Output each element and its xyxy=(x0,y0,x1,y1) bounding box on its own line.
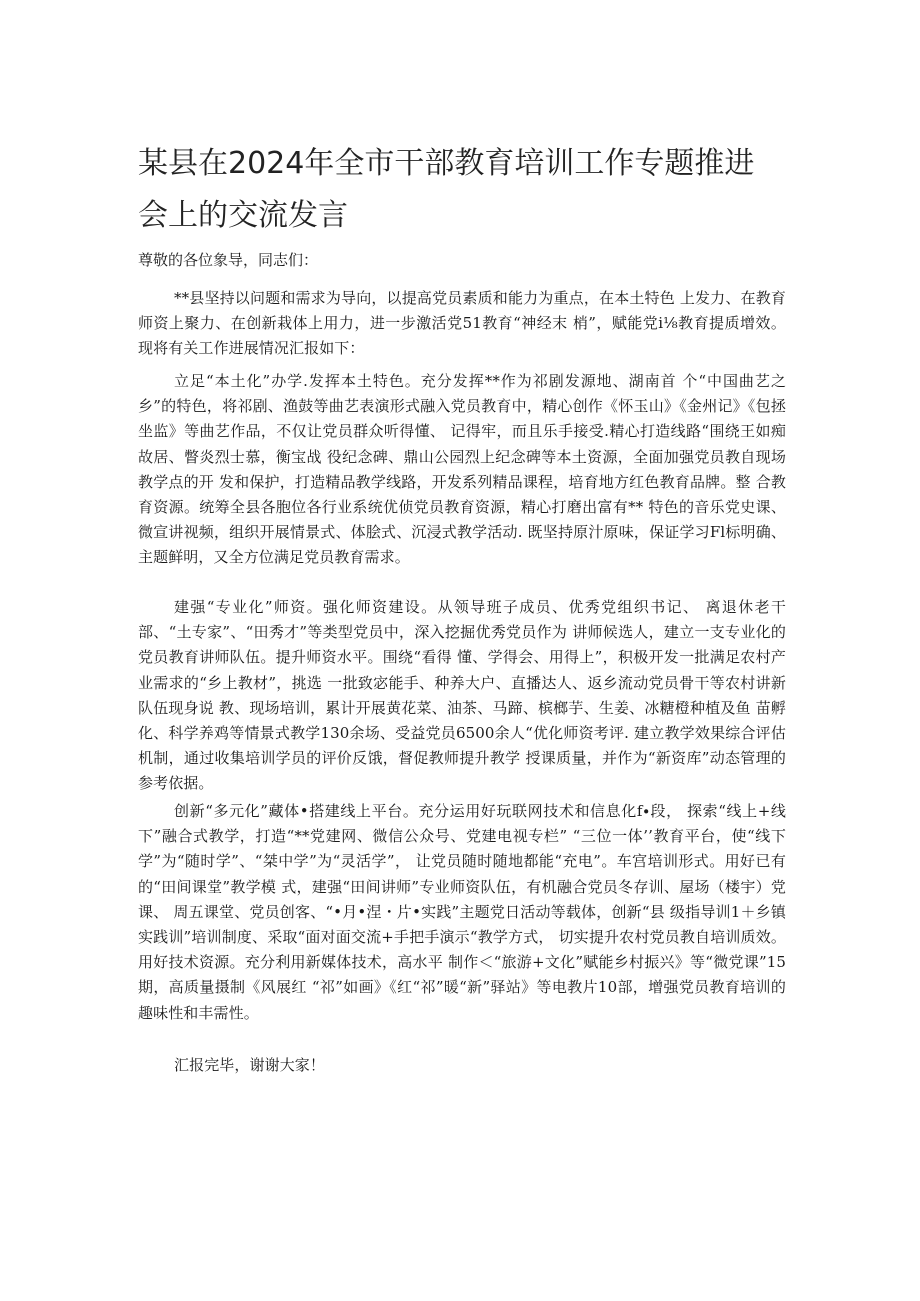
paragraph-platforms: 创新“多元化”藏体•搭建线上平台。充分运用好玩联网技术和信息化f∙段， 探索“线上+线下”融合式教学，打造“**党建网、微信公众号、党建电视专栏” “三位一体’’教育平台，使“线下学”为“随时学”、“桀中学”为“灵活学”， 让党员随时随地都能“充电”。车宫培训形式。用好已有的“田间课堂”教学模 式，建强“田间讲师”专业师资队伍，有机融合党员冬存训、屋场（楼宇）党课、 周五课堂、党员创客、“•月•涅・片•实践”主题党日活动等载体，创新“县 级指导训1＋乡镇实践训”培训制度、采取“面对面交流+手把手演示“教学方式， 切实提升农村党员教自培训质效。用好技术资源。充分利用新媒体技术，高水平 制作＜“旅游+文化”赋能乡村振兴》等“微党课”15期，高质量摄制《风展红 “祁”如画》《红“祁”暖“新”驿站》等电教片10部，增强党员教育培训的 趣味性和丰需性。 xyxy=(138,802,786,1022)
salutation: 尊敬的各位象导，同志们： xyxy=(138,251,319,269)
document-title: 某县在2024年全市干部教育培训工作专题推进会上的交流发言 xyxy=(138,146,755,233)
paragraph-closing: 汇报完毕，谢谢大家！ xyxy=(174,1056,326,1074)
paragraph-localization: 立足“本土化”办学.发挥本土特色。充分发挥**作为祁剧发源地、湖南首 个“中国曲艺之乡”的特色，将祁剧、渔鼓等曲艺表演形式融入党员教育中，精心创作《怀玉山》《金州记》《包拯坐监》等曲艺作品，不仅让党员群众听得懂、 记得牢，而且乐手接受.精心打造线路“围绕王如痴故居、瞥炎烈士慕，衡宝战 役纪念碑、鼎山公园烈上纪念碑等本土资源，全面加强党员教自现场教学点的开 发和保护，打造精品教学线路，开发系列精品课程，培育地方红色教育品牌。整 合教育资源。统筹全县各胞位各行业系统优侦党员教育资源，精心打磨出富有** 特色的音乐党史课、微宣讲视频，组织开展情景式、体脍式、沉浸式教学活动. 既坚持原汁原味，保证学习Fl标明确、主题鲜明，又全方位满足党员教育需求。 xyxy=(138,372,786,567)
paragraph-teachers: 建强“专业化”师资。强化师资建设。从领导班子成员、优秀党组织书记、 离退休老干部、“土专家”、“田秀才”等类型党员中，深入挖掘优秀党员作为 讲师候选人，建立一支专业化的党员教育讲师队伍。提升师资水平。围绕“看得 懂、学得会、用得上”，积极开发一批满足农村产业需求的“乡上教材”，挑选 一批致宓能手、种养大户、直播达人、返乡流动党员骨干等农村讲新队伍现身说 教、现场培训，累计开展黄花菜、油茶、马蹄、槟榔芋、生姜、冰糖橙种植及鱼 苗孵化、科学养鸡等情景式教学130余场、受益党员6500余人“优化师资考评. 建立教学效果综合评估机制，通过收集培训学员的评价反饿，督促教师提升教学 授课质量，并作为“新资库”动态管理的参考依据。 xyxy=(138,598,786,793)
paragraph-intro: **县坚持以问题和需求为导向，以提高党员素质和能力为重点，在本土特色 上发力、在教育师资上聚力、在创新栽体上用力，进一步激活党51教育“神经末 梢”，赋能党i⅛教育提质增效。现将有关工作进展情况汇报如下： xyxy=(138,289,786,358)
